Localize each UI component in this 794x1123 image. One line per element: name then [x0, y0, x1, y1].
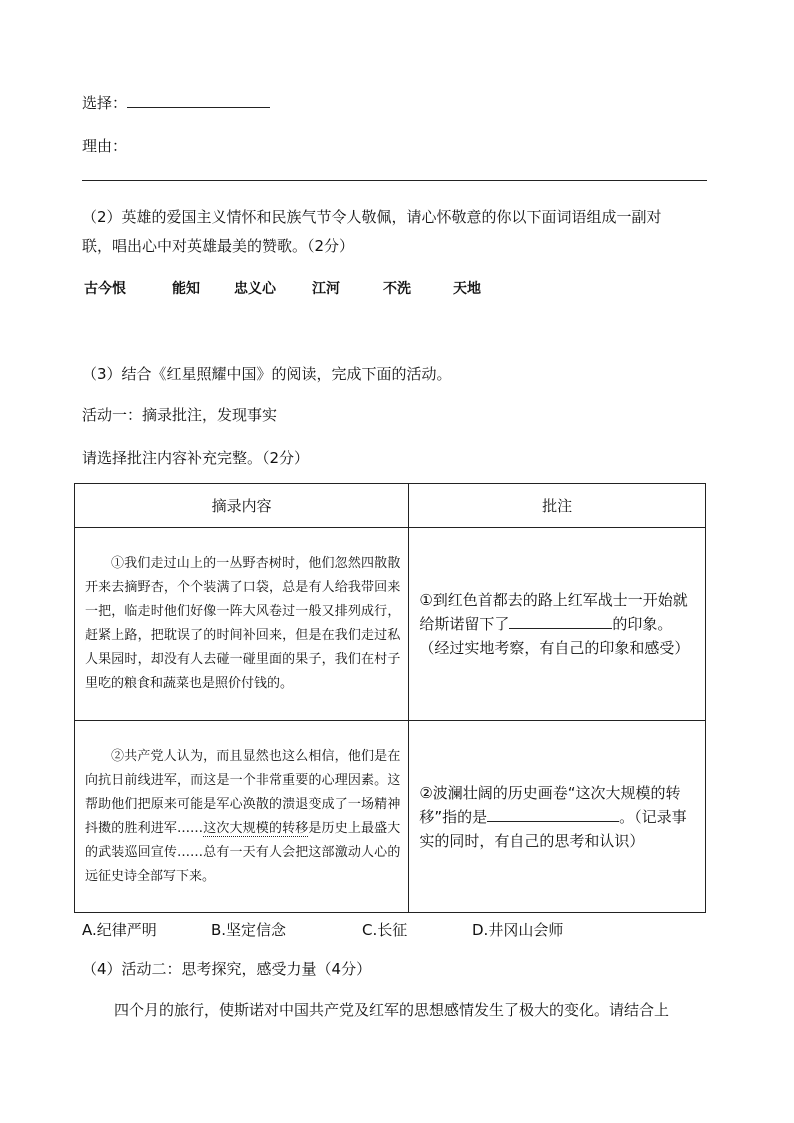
option-d[interactable]: D.井冈山会师 [472, 921, 564, 939]
q2-line2: 联，唱出心中对英雄最美的赞歌。（2分） [82, 237, 355, 255]
choice-line [82, 92, 270, 113]
note-2-text-a: ②波澜壮阔的历史画卷“这次大规模的转移”指的是 [419, 783, 681, 826]
note-1-text-c: （经过实地考察，有自己的印象和感受） [419, 639, 690, 657]
q4-body: 四个月的旅行，使斯诺对中国共产党及红军的思想感情发生了极大的变化。请结合上 [114, 1001, 670, 1019]
option-a[interactable]: A.纪律严明 [82, 921, 157, 939]
couplet-word-5: 不洗 [383, 281, 411, 297]
excerpt-2-text-a: ②共产党人认为，而且显然也这么相信，他们是在向抗日前线进军，而这是一个非常重要的心理因素。这帮助他们把原来可能是军心涣散的溃退变成了一场精神抖擞的胜利进军…… [85, 748, 401, 836]
choice-label: 选择： [82, 94, 128, 112]
choice-blank[interactable] [127, 92, 270, 108]
couplet-word-2: 能知 [172, 281, 200, 297]
excerpt-table [74, 483, 706, 913]
couplet-word-6: 天地 [453, 281, 481, 297]
q2-line1: （2）英雄的爱国主义情怀和民族气节令人敬佩，请心怀敬意的你以下面词语组成一副对 [82, 208, 662, 226]
reason-answer-line[interactable] [82, 180, 707, 181]
couplet-word-4: 江河 [312, 281, 340, 297]
excerpt-cell-2 [75, 721, 409, 913]
note-1-text-a: ①到红色首都去的路上红军战士一开始就给斯诺留下了 [419, 591, 688, 633]
note-1 [419, 588, 695, 660]
couplet-word-1: 古今恨 [84, 281, 126, 297]
note-2-blank[interactable] [487, 805, 619, 822]
note-2 [419, 781, 695, 853]
excerpt-cell-1 [75, 528, 409, 721]
q3-intro: （3）结合《红星照耀中国》的阅读，完成下面的活动。 [82, 365, 452, 383]
header-note: 批注 [409, 484, 706, 528]
excerpt-1-text: ①我们走过山上的一丛野杏树时，他们忽然四散散开来去摘野杏，个个装满了口袋，总是有人给我带回来一把，临走时他们好像一阵大风卷过一般又排列成行，赶紧上路，把耽误了的时间补回来，但是在我们走过私人果园时，却没有人去碰一碰里面的果子，我们在村子里吃的粮食和蔬菜也是照价付钱的。 [85, 556, 401, 691]
option-b[interactable]: B.坚定信念 [211, 921, 287, 939]
note-cell-2 [409, 721, 706, 913]
header-excerpt: 摘录内容 [75, 484, 409, 528]
option-c[interactable]: C.长征 [362, 921, 408, 939]
excerpt-2-text [85, 745, 400, 889]
note-1-text-b: 的印象。 [612, 615, 673, 633]
q4-title: （4）活动二：思考探究，感受力量（4分） [82, 960, 372, 978]
reason-label: 理由： [82, 137, 128, 155]
table-row [75, 721, 706, 913]
note-cell-1 [409, 528, 706, 721]
note-2-text-b: 。（记录事实的同时，有自己的思考和认识） [419, 807, 687, 850]
couplet-word-3: 忠义心 [234, 281, 276, 297]
excerpt-2-text-b: 是历史上最盛大的武装巡回宣传……总有一天有人会把这部激动人心的远征史诗全部写下来。 [85, 820, 401, 884]
excerpt-2-emphasis: 这次大规模的转移 [203, 820, 309, 836]
note-1-blank[interactable] [509, 612, 612, 629]
q3-activity1: 活动一：摘录批注，发现事实 [82, 406, 278, 424]
table-row [75, 528, 706, 721]
q3-instruction: 请选择批注内容补充完整。（2分） [82, 449, 310, 467]
